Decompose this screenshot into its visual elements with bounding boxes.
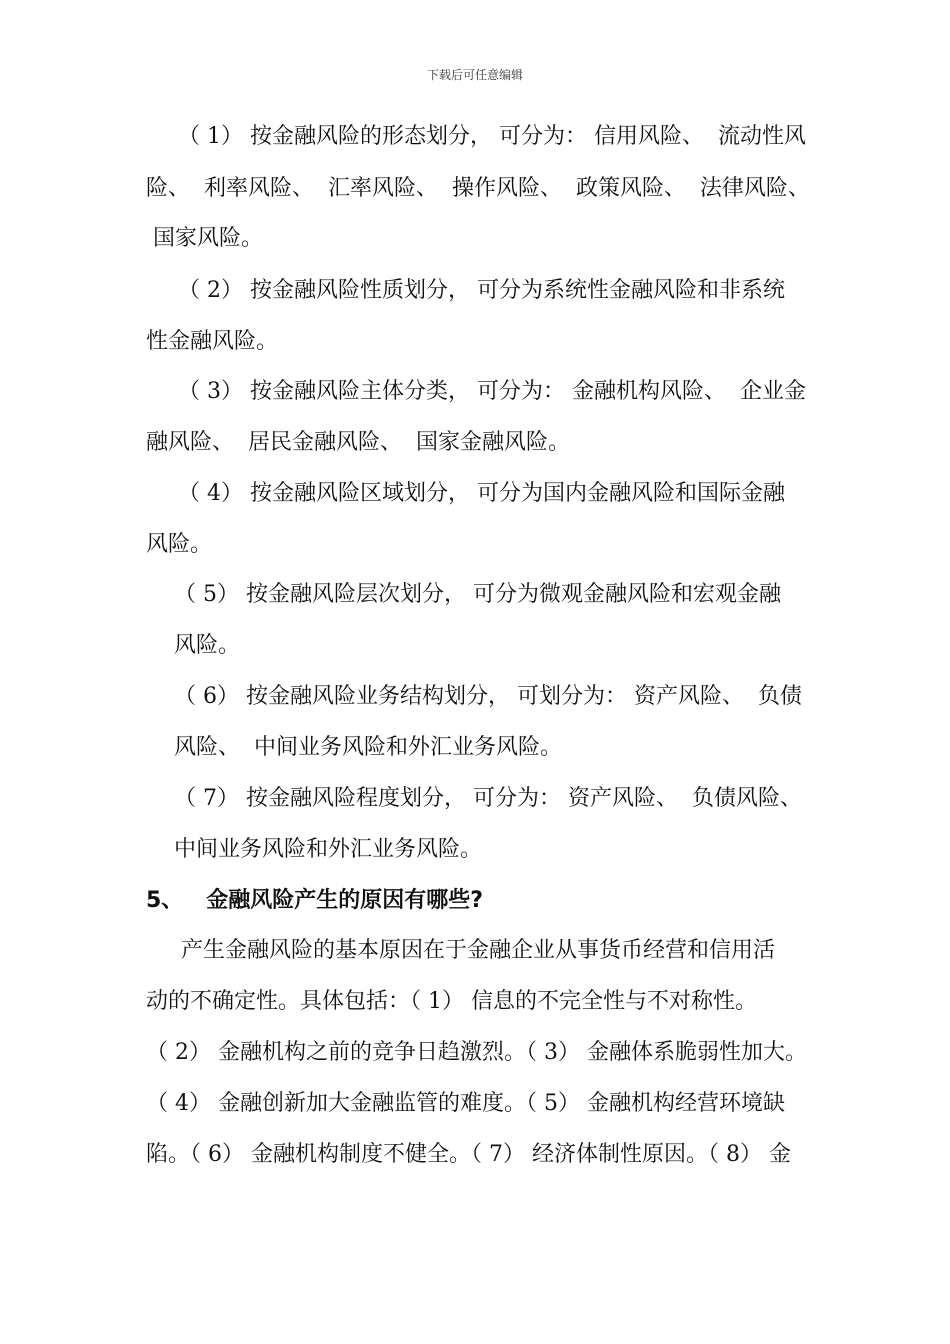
text-line: （ 4） 按金融风险区域划分， 可分为国内金融风险和国际金融 xyxy=(178,481,785,506)
text-line: 融风险、 居民金融风险、 国家金融风险。 xyxy=(146,430,570,455)
text-line: （ 3） 按金融风险主体分类， 可分为： 金融机构风险、 企业金 xyxy=(178,379,806,404)
text-line: 险、 利率风险、 汇率风险、 操作风险、 政策风险、 法律风险、 xyxy=(146,176,810,201)
text-line: 性金融风险。 xyxy=(146,329,279,354)
text-line: 风险。 xyxy=(174,633,241,658)
text-line: 陷。（ 6） 金融机构制度不健全。（ 7） 经济体制性原因。（ 8） 金 xyxy=(146,1142,791,1167)
text-line: 风险、 中间业务风险和外汇业务风险。 xyxy=(174,735,562,760)
text-line: （ 1） 按金融风险的形态划分， 可分为： 信用风险、 流动性风 xyxy=(178,124,806,149)
text-line: （ 2） 金融机构之前的竞争日趋激烈。（ 3） 金融体系脆弱性加大。 xyxy=(146,1040,807,1065)
text-line: （ 7） 按金融风险程度划分， 可分为： 资产风险、 负债风险、 xyxy=(174,786,802,811)
text-line: 动的不确定性。具体包括：（ 1） 信息的不完全性与不对称性。 xyxy=(146,989,757,1014)
text-line: 风险。 xyxy=(146,532,213,557)
text-line: （ 5） 按金融风险层次划分， 可分为微观金融风险和宏观金融 xyxy=(174,582,781,607)
text-line: （ 6） 按金融风险业务结构划分， 可划分为： 资产风险、 负债 xyxy=(174,684,802,709)
text-line: （ 2） 按金融风险性质划分， 可分为系统性金融风险和非系统 xyxy=(178,278,785,303)
text-line: 产生金融风险的基本原因在于金融企业从事货币经营和信用活 xyxy=(174,938,775,963)
text-line: 国家风险。 xyxy=(146,226,263,251)
page-header: 下载后可任意编辑 xyxy=(426,68,523,82)
section-heading: 5、 金融风险产生的原因有哪些? xyxy=(146,888,484,913)
text-line: （ 4） 金融创新加大金融监管的难度。（ 5） 金融机构经营环境缺 xyxy=(146,1091,785,1116)
text-line: 中间业务风险和外汇业务风险。 xyxy=(174,837,483,862)
